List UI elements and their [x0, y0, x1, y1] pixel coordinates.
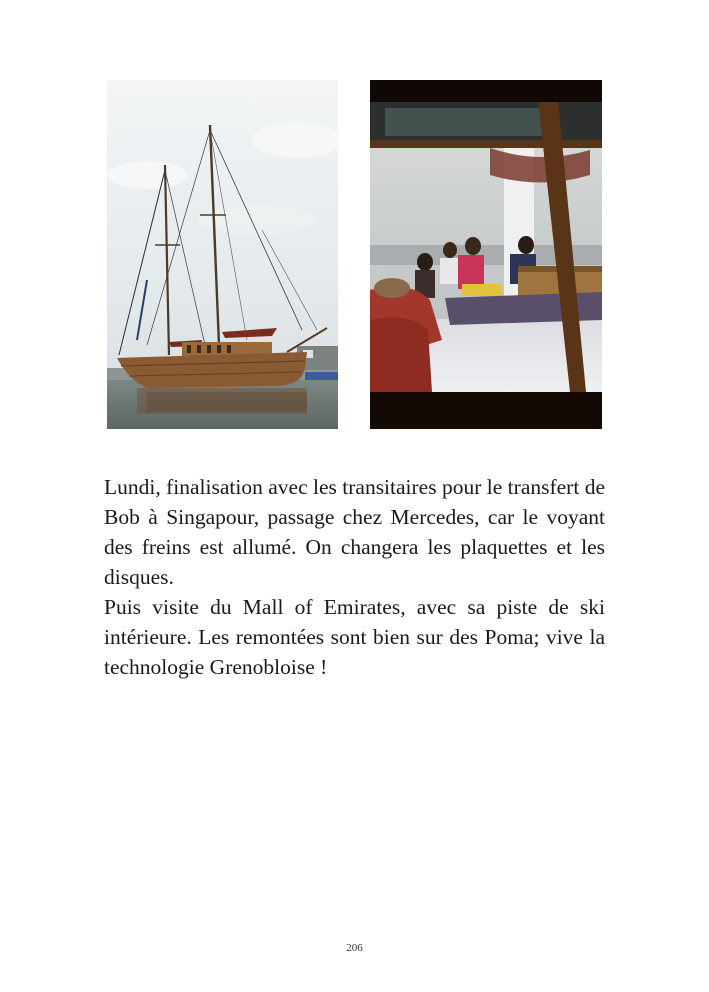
page-number: 206	[346, 942, 363, 954]
paragraph-2: Puis visite du Mall of Emirates, avec sa piste de ski intérieure. Les remontées sont bien sur des Poma; vive la technologie Grenobloise !	[104, 595, 605, 679]
paragraph-1: Lundi, finalisation avec les transitaires pour le transfert de Bob à Singapour, passage chez Mercedes, car le voyant des freins est allumé. On changera les plaquettes et les disques.	[104, 475, 605, 589]
body-text	[104, 472, 605, 682]
sailing-ship-photo	[107, 80, 338, 429]
sailing-ship-image	[107, 80, 338, 429]
boat-deck-photo	[370, 80, 602, 429]
boat-deck-image	[370, 80, 602, 429]
